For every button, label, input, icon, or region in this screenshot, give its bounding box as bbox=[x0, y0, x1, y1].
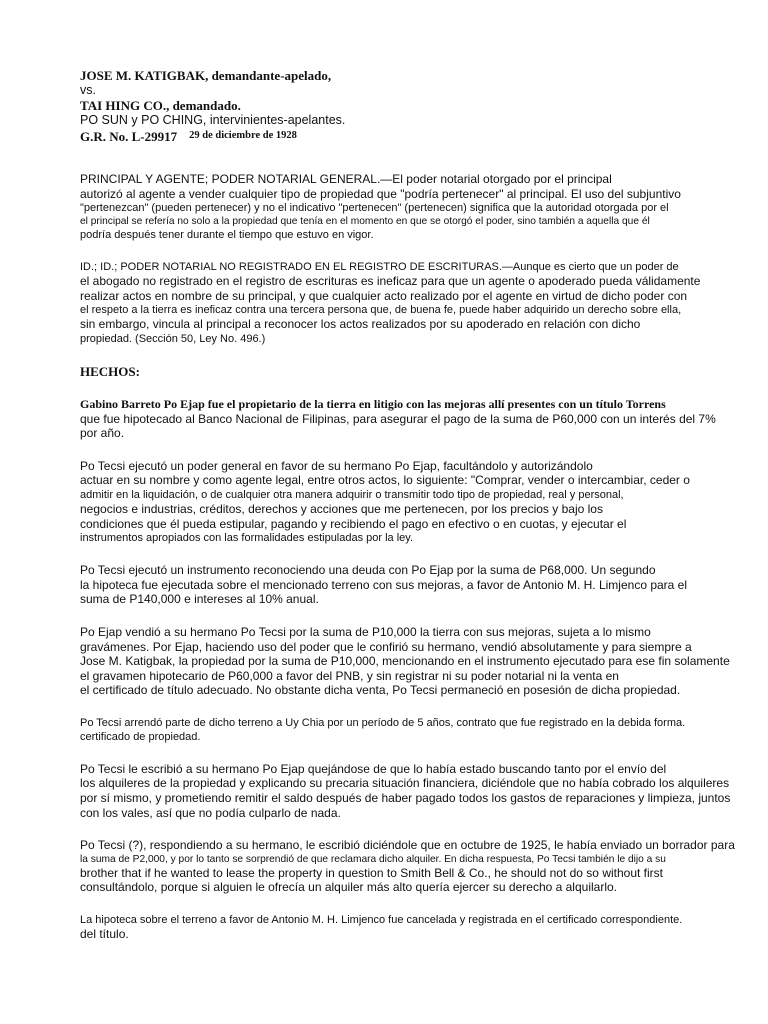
paragraph-line: suma de P140,000 e intereses al 10% anual. bbox=[80, 592, 319, 607]
paragraph-line: el certificado de título adecuado. No obstante dicha venta, Po Tecsi permaneció en posesión de dicha propiedad. bbox=[80, 683, 681, 698]
paragraph-line: por sí mismo, y prometiendo remitir el saldo después de haber pagado todos los gastos de reparaciones y limpieza, juntos bbox=[80, 791, 731, 806]
hechos-paragraph-5 bbox=[80, 716, 760, 744]
paragraph-line: Po Tecsi ejecutó un instrumento reconociendo una deuda con Po Ejap por la suma de P68,000. Un segundo bbox=[80, 563, 656, 578]
paragraph-line: Po Tecsi le escribió a su hermano Po Ejap quejándose de que lo había estado buscando tanto por el envío del bbox=[80, 761, 667, 776]
intervenors-line: PO SUN y PO CHING, intervinientes-apelantes. bbox=[80, 113, 346, 127]
paragraph-line: autorizó al agente a vender cualquier tipo de propiedad que "podría pertenecer" al principal. El uso del subjuntivo bbox=[80, 186, 681, 201]
paragraph-line: del título. bbox=[80, 927, 129, 942]
paragraph-line: el gravamen hipotecario de P60,000 a favor del PNB, y sin registrar ni su poder notarial ni la venta en bbox=[80, 668, 619, 683]
paragraph-line: con los vales, así que no podía culparlo de nada. bbox=[80, 805, 341, 820]
paragraph-line: negocios e industrias, créditos, derechos y acciones que me pertenecen, por los precios y bajo los bbox=[80, 501, 603, 516]
paragraph-line: Po Ejap vendió a su hermano Po Tecsi por la suma de P10,000 la tierra con sus mejoras, sujeta a lo mismo bbox=[80, 624, 651, 639]
paragraph-line: certificado de propiedad. bbox=[80, 730, 201, 743]
paragraph-line: admitir en la liquidación, o de cualquier otra manera adquirir o transmitir todo tipo de propiedad, real y personal, bbox=[80, 488, 624, 501]
paragraph-line: la hipoteca fue ejecutada sobre el mencionado terreno con sus mejoras, a favor de Antonio M. H. Limjenco para el bbox=[80, 577, 688, 592]
document-body bbox=[80, 68, 760, 942]
gr-number: G.R. No. L-29917 bbox=[80, 129, 178, 144]
paragraph-line: PRINCIPAL Y AGENTE; PODER NOTARIAL GENERAL.—El poder notarial otorgado por el principal bbox=[80, 172, 612, 186]
hechos-paragraph-6 bbox=[80, 762, 760, 820]
paragraph-line: realizar actos en nombre de su principal, y que cualquier acto realizado por el agente en virtud de dicho poder con bbox=[80, 288, 688, 303]
paragraph-line: instrumentos apropiados con las formalidades estipuladas por la ley. bbox=[80, 532, 414, 545]
paragraph-line: el principal se refería no solo a la propiedad que tenía en el momento en que se otorgó el poder, sino también a aquella que él bbox=[80, 216, 650, 228]
case-header bbox=[80, 68, 760, 146]
paragraph-line: por año. bbox=[80, 426, 125, 441]
syllabus-paragraph-2 bbox=[80, 260, 760, 346]
syllabus-paragraph-1 bbox=[80, 172, 760, 242]
paragraph-line: la suma de P2,000, y por lo tanto se sorprendió de que reclamara dicho alquiler. En dicha respuesta, Po Tecsi también le dijo a su bbox=[80, 853, 666, 865]
hechos-paragraph-7 bbox=[80, 838, 760, 895]
paragraph-line: actuar en su nombre y como agente legal, entre otros actos, lo siguiente: "Comprar, vender o intercambiar, ceder o bbox=[80, 473, 690, 488]
hechos-paragraph-4 bbox=[80, 625, 760, 698]
paragraph-line: el respeto a la tierra es ineficaz contra una tercera persona que, de buena fe, puede haber adquirido un derecho sobre ella, bbox=[80, 304, 682, 317]
paragraph-line: propiedad. (Sección 50, Ley No. 496.) bbox=[80, 332, 266, 345]
paragraph-line: "pertenezcan" (pueden pertenecer) y no el indicativo "pertenecen" (pertenecen) significa que la autoridad otorgada por el bbox=[80, 202, 669, 215]
paragraph-line: ID.; ID.; PODER NOTARIAL NO REGISTRADO EN EL REGISTRO DE ESCRITURAS.—Aunque es cierto que un poder de bbox=[80, 261, 679, 274]
paragraph-line: Gabino Barreto Po Ejap fue el propietario de la tierra en litigio con las mejoras allí presentes con un título Torrens bbox=[80, 396, 666, 411]
decision-date: 29 de diciembre de 1928 bbox=[189, 130, 297, 141]
defendant-line: TAI HING CO., demandado. bbox=[80, 98, 241, 113]
paragraph-line: sin embargo, vincula al principal a reconocer los actos realizados por su apoderado en relación con dicho bbox=[80, 317, 641, 332]
paragraph-line: gravámenes. Por Ejap, haciendo uso del poder que le confirió su hermano, vendió absolutamente y para siempre a bbox=[80, 639, 692, 654]
paragraph-line: Po Tecsi arrendó parte de dicho terreno a Uy Chia por un período de 5 años, contrato que fue registrado en la debida forma. bbox=[80, 716, 686, 729]
paragraph-line: Po Tecsi (?), respondiendo a su hermano, le escribió diciéndole que en octubre de 1925, le había enviado un borrador para bbox=[80, 838, 735, 853]
versus-line: vs. bbox=[80, 83, 96, 97]
paragraph-line: Jose M. Katigbak, la propiedad por la suma de P10,000, mencionando en el instrumento ejecutado para ese fin solamente bbox=[80, 654, 730, 669]
hechos-paragraph-1 bbox=[80, 397, 760, 441]
paragraph-line: Po Tecsi ejecutó un poder general en favor de su hermano Po Ejap, facultándolo y autorizándolo bbox=[80, 458, 593, 473]
paragraph-line: condiciones que él pueda estipular, pagando y recibiendo el pago en efectivo o en cuotas, y ejecutar el bbox=[80, 516, 627, 531]
paragraph-line: los alquileres de la propiedad y explicando su precaria situación financiera, diciéndole que no había cobrado los alquileres bbox=[80, 776, 730, 791]
hechos-paragraph-8 bbox=[80, 913, 760, 942]
paragraph-line: consultándolo, porque si alguien le ofrecía un alquiler más alto quería ejercer su derecho a alquilarlo. bbox=[80, 880, 617, 895]
paragraph-line: brother that if he wanted to lease the property in question to Smith Bell & Co., he should not do so without first bbox=[80, 865, 664, 880]
paragraph-line: el abogado no registrado en el registro de escrituras es ineficaz para que un agente o apoderado pueda válidamente bbox=[80, 274, 701, 289]
hechos-heading: HECHOS: bbox=[80, 363, 140, 379]
hechos-paragraph-2 bbox=[80, 459, 760, 545]
paragraph-line: que fue hipotecado al Banco Nacional de Filipinas, para asegurar el pago de la suma de P60,000 con un interés del 7% bbox=[80, 411, 716, 426]
hechos-paragraph-3 bbox=[80, 563, 760, 607]
paragraph-line: La hipoteca sobre el terreno a favor de Antonio M. H. Limjenco fue cancelada y registrada en el certificado correspondiente. bbox=[80, 914, 683, 927]
paragraph-line: podría después tener durante el tiempo que estuvo en vigor. bbox=[80, 229, 374, 242]
plaintiff-line: JOSE M. KATIGBAK, demandante-apelado, bbox=[80, 68, 332, 83]
gr-row bbox=[80, 128, 760, 146]
